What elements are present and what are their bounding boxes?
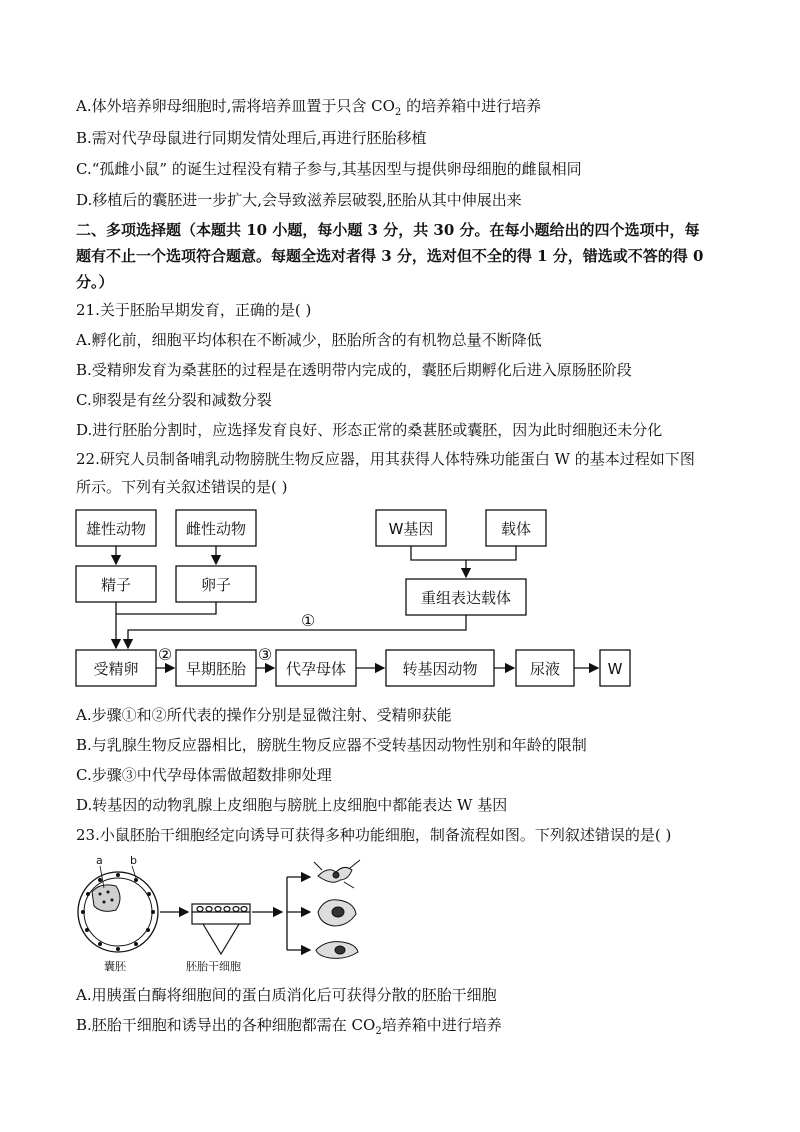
label-a: a	[96, 854, 103, 867]
neuron-cell-illustration	[314, 860, 360, 888]
label-b: b	[130, 854, 137, 867]
label-urine: 尿液	[529, 660, 561, 678]
co2-subscript-2: 2	[375, 1026, 382, 1037]
q23-stem: 23.小鼠胚胎干细胞经定向诱导可获得多种功能细胞，制备流程如图。下列叙述错误的是( )	[76, 826, 672, 844]
label-step3: ③	[257, 645, 273, 664]
q21-option-d: D.进行胚胎分割时，应选择发育良好、形态正常的桑葚胚或囊胚，因为此时细胞还未分化	[76, 421, 663, 439]
label-es-cells: 胚胎干细胞	[186, 960, 241, 973]
blastocyst-illustration	[78, 866, 158, 952]
option-a-text-end: 的培养箱中进行培养	[401, 97, 542, 115]
q22-flow-diagram	[0, 500, 800, 700]
label-surrogate: 代孕母体	[285, 660, 347, 678]
q21-option-a: A.孵化前，细胞平均体积在不断减少，胚胎所含的有机物总量不断降低	[76, 331, 542, 349]
label-zygote: 受精卵	[93, 660, 139, 678]
section2-line3: 分。）	[76, 273, 114, 291]
label-step2: ②	[157, 645, 173, 664]
q22-option-a: A.步骤①和②所代表的操作分别是显微注射、受精卵获能	[76, 706, 452, 724]
label-vector: 载体	[500, 520, 532, 538]
q23-option-b	[76, 1015, 502, 1035]
label-step1: ①	[300, 611, 316, 630]
muscle-cell-illustration	[318, 900, 356, 926]
label-sperm: 精子	[100, 576, 132, 594]
q23-option-b-text: B.胚胎干细胞和诱导出的各种细胞都需在 CO	[76, 1016, 376, 1034]
label-w: W	[607, 660, 623, 678]
label-embryo: 早期胚胎	[185, 660, 247, 678]
label-wgene: W基因	[388, 520, 434, 538]
q22-option-c: C.步骤③中代孕母体需做超数排卵处理	[76, 766, 332, 784]
q22-stem-line2: 所示。下列有关叙述错误的是( )	[76, 478, 288, 496]
option-d-prev: D.移植后的囊胚进一步扩大,会导致滋养层破裂,胚胎从其中伸展出来	[76, 191, 522, 209]
option-c-prev: C.“孤雌小鼠” 的诞生过程没有精子参与,其基因型与提供卵母细胞的雌鼠相同	[76, 160, 582, 178]
option-b-prev: B.需对代孕母鼠进行同期发情处理后,再进行胚胎移植	[76, 129, 427, 147]
label-blastocyst: 囊胚	[104, 960, 126, 973]
culture-dish-illustration	[192, 904, 250, 954]
q21-option-c: C.卵裂是有丝分裂和减数分裂	[76, 391, 272, 409]
q23-option-a: A.用胰蛋白酶将细胞间的蛋白质消化后可获得分散的胚胎干细胞	[76, 986, 497, 1004]
label-egg: 卵子	[200, 576, 232, 594]
q21-stem: 21.关于胚胎早期发育，正确的是( )	[76, 301, 312, 319]
epithelial-cell-illustration	[316, 942, 358, 959]
label-female: 雌性动物	[185, 520, 247, 538]
option-a-prev	[76, 96, 541, 116]
q22-option-b: B.与乳腺生物反应器相比，膀胱生物反应器不受转基因动物性别和年龄的限制	[76, 736, 587, 754]
label-male: 雄性动物	[85, 520, 147, 538]
label-transgenic: 转基因动物	[402, 660, 478, 678]
label-recomb: 重组表达载体	[420, 589, 512, 607]
q22-stem-line1: 22.研究人员制备哺乳动物膀胱生物反应器，用其获得人体特殊功能蛋白 W 的基本过程如下图	[76, 450, 695, 468]
option-a-text: A.体外培养卵母细胞时,需将培养皿置于只含 CO	[76, 97, 395, 115]
q22-option-d: D.转基因的动物乳腺上皮细胞与膀胱上皮细胞中都能表达 W 基因	[76, 796, 508, 814]
co2-subscript: 2	[394, 107, 402, 118]
section2-line2: 题有不止一个选项符合题意。每题全选对者得 3 分，选对但不全的得 1 分，错选或不答的得 0	[76, 247, 704, 265]
q23-figure	[0, 852, 800, 980]
section2-line1: 二、多项选择题（本题共 10 小题，每小题 3 分，共 30 分。在每小题给出的四个选项中，每	[76, 221, 700, 239]
q21-option-b: B.受精卵发育为桑葚胚的过程是在透明带内完成的，囊胚后期孵化后进入原肠胚阶段	[76, 361, 632, 379]
q23-option-b-text-end: 培养箱中进行培养	[381, 1016, 502, 1034]
